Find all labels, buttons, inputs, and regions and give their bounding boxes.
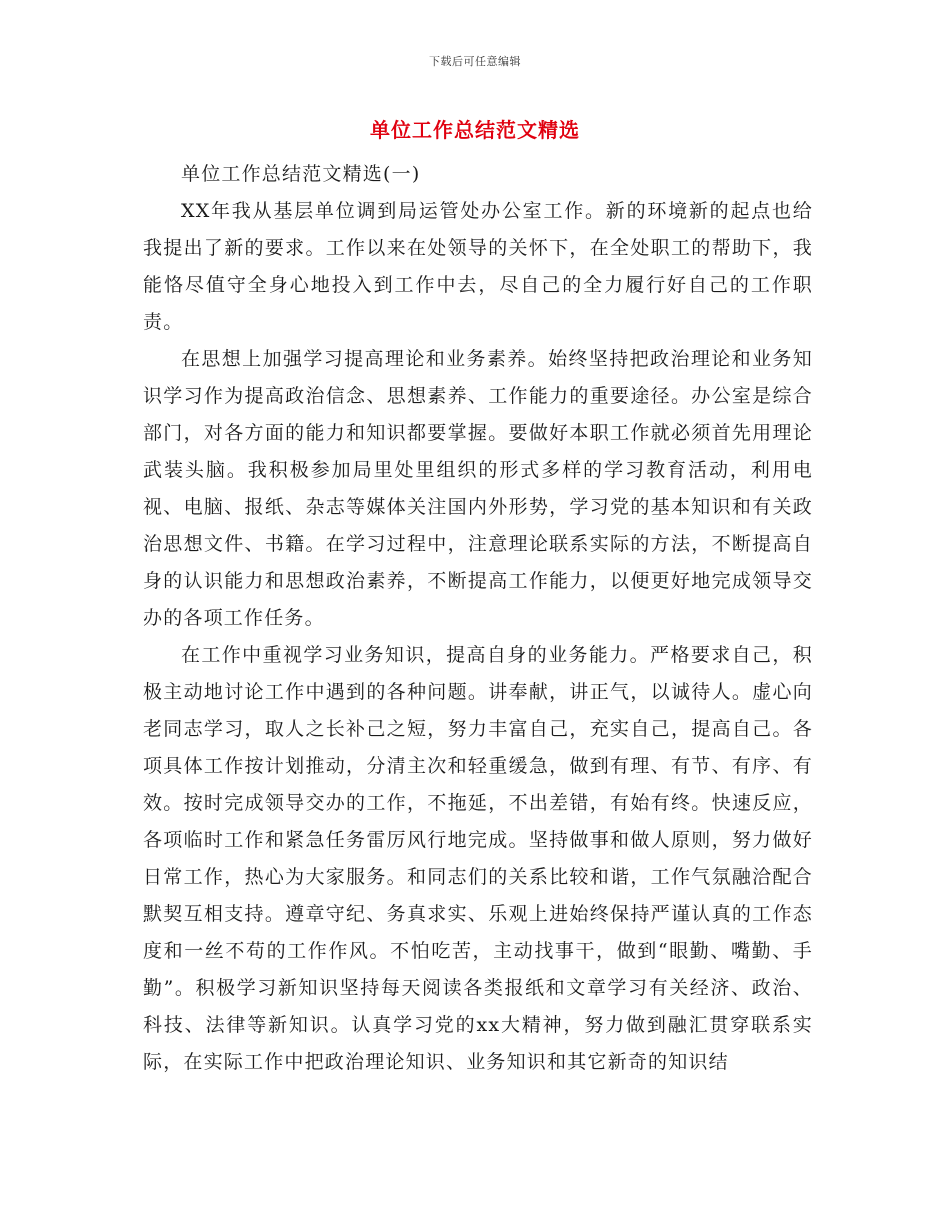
section-heading: 单位工作总结范文精选(一) [181, 163, 421, 185]
header-note: 下载后可任意编辑 [429, 55, 521, 68]
paragraph: 在思想上加强学习提高理论和业务素养。始终坚持把政治理论和业务知识学习作为提高政治信念、思想素养、工作能力的重要途径。办公室是综合部门，对各方面的能力和知识都要掌握。要做好本职工作就必须首先用理论武装头脑。我积极参加局里处里组织的形式多样的学习教育活动，利用电视、电脑、报纸、杂志等媒体关注国内外形势，学习党的基本知识和有关政治思想文件、书籍。在学习过程中，注意理论联系实际的方法，不断提高自身的认识能力和思想政治素养，不断提高工作能力，以便更好地完成领导交办的各项工作任务。 [143, 348, 813, 629]
document-title: 单位工作总结范文精选 [370, 118, 580, 142]
paragraph: 在工作中重视学习业务知识，提高自身的业务能力。严格要求自己，积极主动地讨论工作中遇到的各种问题。讲奉献，讲正气，以诚待人。虚心向老同志学习，取人之长补己之短，努力丰富自己，充实自己，提高自己。各项具体工作按计划推动，分清主次和轻重缓急，做到有理、有节、有序、有效。按时完成领导交办的工作，不拖延，不出差错，有始有终。快速反应，各项临时工作和紧急任务雷厉风行地完成。坚持做事和做人原则，努力做好日常工作，热心为大家服务。和同志们的关系比较和谐，工作气氛融洽配合默契互相支持。遵章守纪、务真求实、乐观上进始终保持严谨认真的工作态度和一丝不苟的工作作风。不怕吃苦，主动找事干，做到“眼勤、嘴勤、手勤”。积极学习新知识坚持每天阅读各类报纸和文章学习有关经济、政治、科技、法律等新知识。认真学习党的xx大精神，努力做到融汇贯穿联系实际，在实际工作中把政治理论知识、业务知识和其它新奇的知识结 [143, 644, 813, 1073]
document-body [143, 156, 813, 1081]
paragraph: XX年我从基层单位调到局运管处办公室工作。新的环境新的起点也给我提出了新的要求。工作以来在处领导的关怀下，在全处职工的帮助下，我能恪尽值守全身心地投入到工作中去，尽自己的全力履行好自己的工作职责。 [143, 200, 813, 333]
